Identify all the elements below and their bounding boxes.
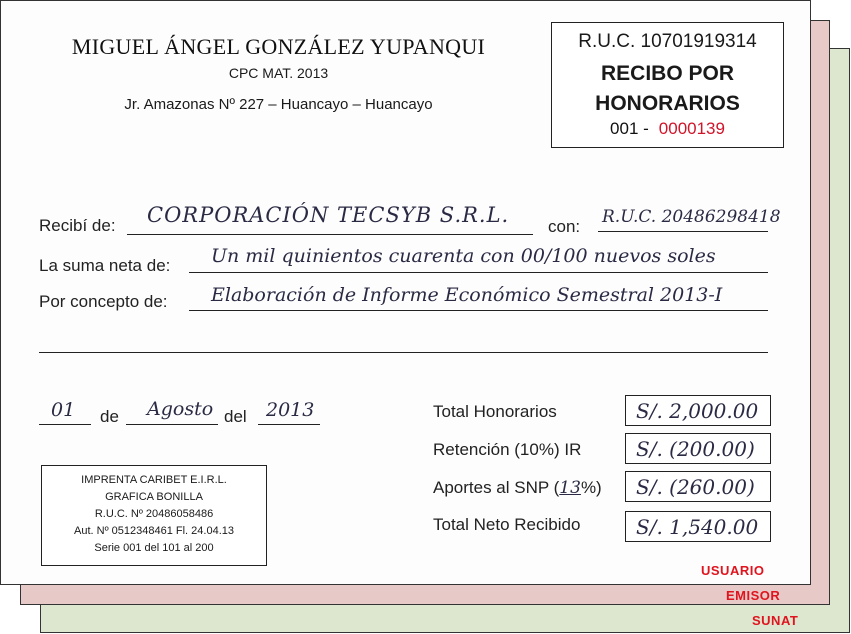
con-value: R.U.C. 20486298418 xyxy=(602,207,781,227)
receipt-number xyxy=(552,119,783,139)
receipt-title-line2: HONORARIOS xyxy=(595,92,740,115)
neto-label: Total Neto Recibido xyxy=(433,515,581,534)
suma-line xyxy=(189,272,768,273)
recibi-label: Recibí de: xyxy=(39,216,116,235)
neto-value: S/. 1,540.00 xyxy=(636,515,759,539)
issuer-license: CPC MAT. 2013 xyxy=(228,65,329,81)
suma-value: Un mil quinientos cuarenta con 00/100 nuevos soles xyxy=(211,245,716,267)
retencion-label: Retención (10%) IR xyxy=(433,440,582,459)
copy-label-sunat: SUNAT xyxy=(752,613,799,628)
receipt-title xyxy=(552,59,783,119)
extra-line xyxy=(39,352,768,353)
total-honorarios-label: Total Honorarios xyxy=(433,402,557,421)
date-de-label: de xyxy=(100,407,119,426)
date-day: 01 xyxy=(51,399,76,421)
issuer-name: MIGUEL ÁNGEL GONZÁLEZ YUPANQUI xyxy=(71,34,486,59)
printer-line-1: IMPRENTA CARIBET E.I.R.L. xyxy=(81,474,227,486)
neto-box xyxy=(625,511,771,542)
snp-percentage: 13 xyxy=(559,478,581,498)
retencion-box xyxy=(625,433,771,464)
recibi-value: CORPORACIÓN TECSYB S.R.L. xyxy=(147,203,510,227)
date-month-line xyxy=(126,424,218,425)
concepto-label: Por concepto de: xyxy=(39,292,168,311)
recibi-line xyxy=(127,234,533,235)
concepto-value: Elaboración de Informe Económico Semestral 2013-I xyxy=(211,284,723,306)
snp-label-pre: Aportes al SNP ( xyxy=(433,478,560,497)
receipt-title-line1: RECIBO POR xyxy=(600,62,734,85)
printer-line-2: GRAFICA BONILLA xyxy=(105,491,203,503)
date-year: 2013 xyxy=(266,399,315,421)
snp-value: S/. (260.00) xyxy=(636,475,755,499)
snp-box xyxy=(625,471,771,502)
issuer-ruc: R.U.C. 10701919314 xyxy=(578,31,757,52)
printer-line-4: Aut. Nº 0512348461 Fl. 24.04.13 xyxy=(74,525,234,537)
concepto-line xyxy=(189,310,768,311)
retencion-value: S/. (200.00) xyxy=(636,437,755,461)
date-month: Agosto xyxy=(147,398,214,420)
printer-info-box xyxy=(41,465,267,566)
printer-line-3: R.U.C. Nº 20486058486 xyxy=(94,508,214,520)
printer-line-5: Serie 001 del 101 al 200 xyxy=(94,542,214,554)
issuer-address: Jr. Amazonas Nº 227 – Huancayo – Huancayo xyxy=(124,96,433,113)
total-honorarios-box xyxy=(625,395,771,426)
date-day-line xyxy=(39,424,91,425)
snp-label-post: %) xyxy=(580,478,602,497)
suma-label: La suma neta de: xyxy=(39,256,171,275)
snp-label xyxy=(433,478,602,498)
copy-label-usuario: USUARIO xyxy=(701,563,765,578)
receipt-id-box xyxy=(551,22,784,148)
con-label: con: xyxy=(548,217,581,236)
date-del-label: del xyxy=(224,407,247,426)
receipt-correlative: 0000139 xyxy=(658,119,725,138)
copy-label-emisor: EMISOR xyxy=(726,588,781,603)
con-line xyxy=(598,231,768,232)
receipt-serie: 001 - xyxy=(610,119,649,138)
date-year-line xyxy=(258,424,320,425)
total-honorarios-value: S/. 2,000.00 xyxy=(636,399,759,423)
